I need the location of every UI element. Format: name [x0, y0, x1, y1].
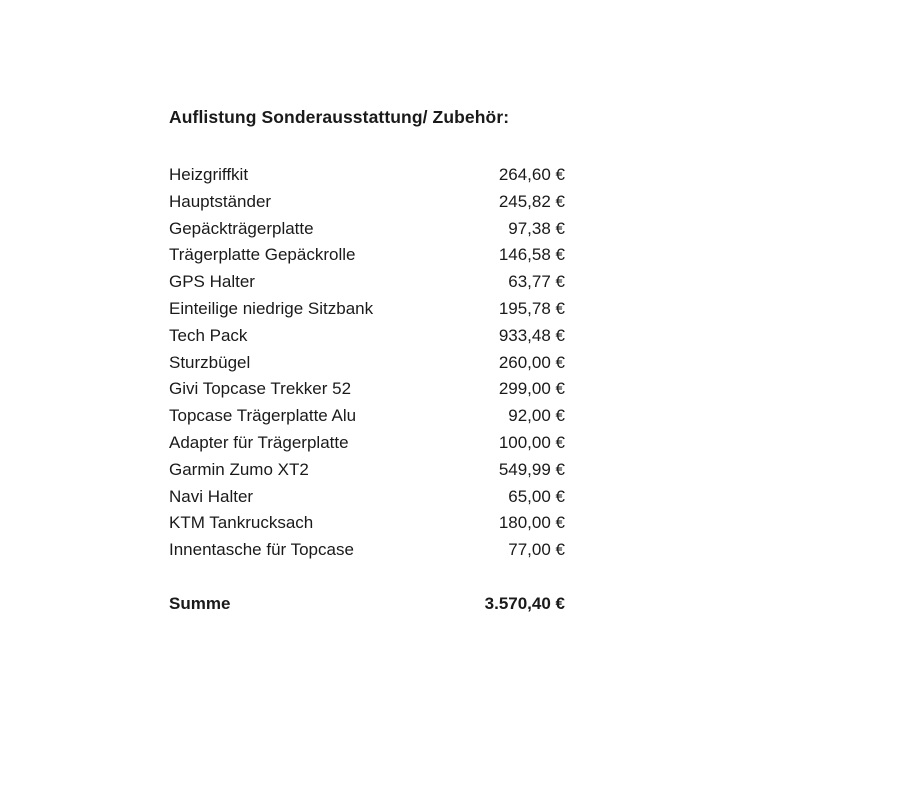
line-item-row: [169, 296, 565, 323]
summary-label: Summe: [169, 593, 231, 613]
item-label: Adapter für Trägerplatte: [169, 432, 349, 452]
line-item-row: [169, 323, 565, 350]
item-price: 180,00 €: [498, 513, 565, 533]
page-title: Auflistung Sonderausstattung/ Zubehör:: [169, 107, 510, 127]
item-price: 933,48 €: [498, 325, 565, 345]
line-item-list: [169, 162, 565, 564]
line-item-row: [169, 376, 565, 403]
line-item-row: [169, 189, 565, 216]
accessories-document: [169, 107, 565, 618]
item-label: Innentasche für Topcase: [169, 540, 354, 560]
item-price: 299,00 €: [498, 379, 565, 399]
item-label: Tech Pack: [169, 325, 248, 345]
item-label: Hauptständer: [169, 191, 272, 211]
item-label: KTM Tankrucksach: [169, 513, 314, 533]
item-label: Einteilige niedrige Sitzbank: [169, 298, 374, 318]
item-label: Givi Topcase Trekker 52: [169, 379, 352, 399]
item-price: 245,82 €: [498, 191, 565, 211]
line-item-row: [169, 162, 565, 189]
item-price: 65,00 €: [508, 486, 565, 506]
item-label: Gepäckträgerplatte: [169, 218, 314, 238]
item-label: Trägerplatte Gepäckrolle: [169, 245, 356, 265]
item-price: 97,38 €: [508, 218, 565, 238]
item-label: Topcase Trägerplatte Alu: [169, 406, 357, 426]
item-price: 146,58 €: [498, 245, 565, 265]
line-item-row: [169, 537, 565, 564]
item-price: 63,77 €: [508, 272, 565, 292]
item-price: 100,00 €: [498, 432, 565, 452]
line-item-row: [169, 403, 565, 430]
item-label: Garmin Zumo XT2: [169, 459, 309, 479]
line-item-row: [169, 510, 565, 537]
item-label: Heizgriffkit: [169, 165, 249, 184]
item-label: Navi Halter: [169, 486, 254, 506]
line-item-row: [169, 484, 565, 511]
item-price: 77,00 €: [508, 540, 565, 560]
item-price: 260,00 €: [498, 352, 565, 372]
line-item-row: [169, 216, 565, 243]
line-item-row: [169, 350, 565, 377]
item-price: 195,78 €: [498, 298, 565, 318]
line-item-row: [169, 269, 565, 296]
item-label: Sturzbügel: [169, 352, 251, 372]
item-price: 264,60 €: [498, 165, 565, 184]
item-price: 92,00 €: [508, 406, 565, 426]
item-price: 549,99 €: [498, 459, 565, 479]
summary-row: [169, 591, 565, 618]
item-label: GPS Halter: [169, 272, 255, 292]
line-item-row: [169, 242, 565, 269]
line-item-row: [169, 457, 565, 484]
line-item-row: [169, 430, 565, 457]
summary-total: 3.570,40 €: [484, 593, 565, 613]
